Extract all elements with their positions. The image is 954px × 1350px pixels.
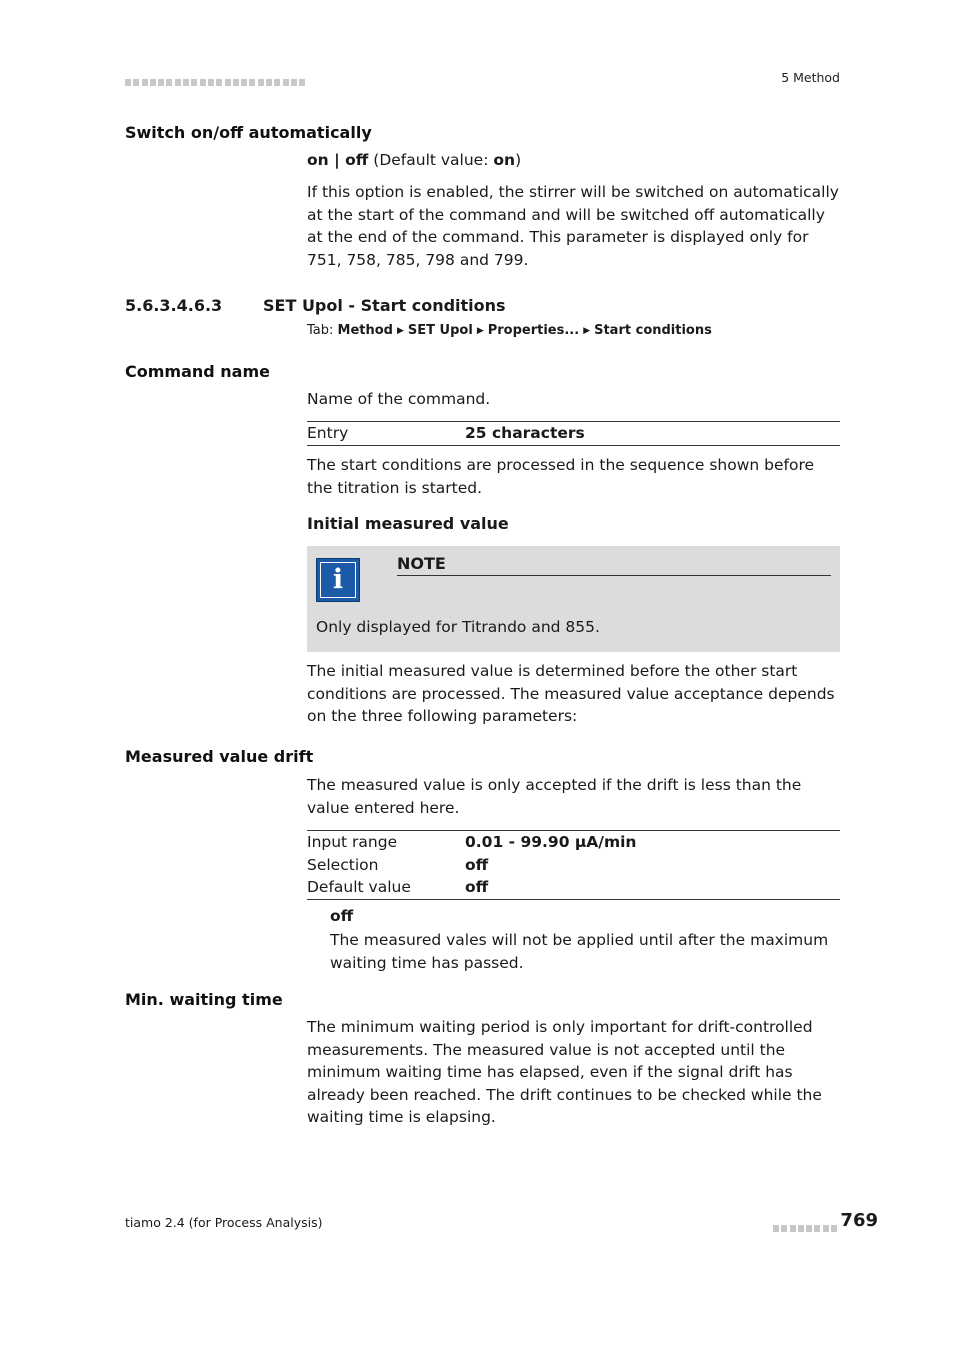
switch-heading: Switch on/off automatically [125,123,372,142]
row-key: Input range [307,833,398,851]
table-row [307,854,840,877]
drift-description: The measured value is only accepted if the drift is less than the value entered here. [307,776,802,817]
footer-decoration [773,1218,843,1226]
header-decoration [125,72,308,80]
info-icon: i [316,558,360,602]
note-title: NOTE [397,554,831,576]
initial-value-description: The initial measured value is determined before the other start conditions are processed. The measured value acceptance depends on the three following parameters: [307,662,835,725]
tab-path-start-conditions: Start conditions [594,323,712,338]
command-name-table [307,421,840,446]
drift-table [307,830,840,900]
row-key: Selection [307,855,379,874]
page-number: 769 [840,1210,878,1231]
row-key: Entry [307,424,349,442]
switch-options-line [307,149,840,172]
option-off-description: The measured vales will not be applied until after the maximum waiting time has passed. [330,931,829,972]
command-name-description: Name of the command. [307,390,491,408]
section-number: 5.6.3.4.6.3 [125,296,223,315]
note-text: Only displayed for Titrando and 855. [316,618,600,636]
row-value: off [465,855,489,874]
section-title: SET Upol - Start conditions [263,296,506,315]
triangle-right-icon: ▶ [583,326,591,336]
table-row [307,422,840,445]
initial-value-heading: Initial measured value [307,514,509,533]
chapter-header: 5 Method [781,70,840,85]
table-row [307,876,840,899]
drift-heading: Measured value drift [125,747,314,766]
tab-path-command: SET Upol [407,323,473,338]
option-off-name: off [330,907,354,925]
min-wait-description: The minimum waiting period is only important for drift-controlled measurements. The measured value is not accepted until the minimum waiting time has elapsed, even if the signal drift has already been reached. The drift continues to be checked while the waiting time is elapsing. [307,1018,822,1126]
row-value: 0.01 - 99.90 µA/min [465,833,637,851]
min-wait-heading: Min. waiting time [125,990,283,1009]
switch-description: If this option is enabled, the stirrer will be switched on automatically at the start of the command and will be switched off automatically at the end of the command. This parameter is displayed only for 751, 758, 785, 798 and 799. [307,183,839,269]
default-value: on [493,151,516,169]
default-suffix: ) [515,151,522,169]
row-key: Default value [307,878,411,896]
triangle-right-icon: ▶ [397,326,404,336]
start-conditions-text: The start conditions are processed in the sequence shown before the titration is started. [307,456,815,497]
note-box [307,546,840,652]
default-prefix: (Default value: [368,151,494,169]
footer-product: tiamo 2.4 (for Process Analysis) [125,1215,323,1230]
tab-label: Tab: [307,323,338,338]
row-value: 25 characters [465,424,585,442]
tab-path-method: Method [337,323,393,338]
switch-options: on | off [307,151,369,169]
row-value: off [465,878,489,896]
command-name-heading: Command name [125,362,270,381]
table-row [307,831,840,854]
triangle-right-icon: ▶ [476,326,484,336]
tab-path-properties: Properties... [487,323,580,338]
tab-breadcrumb [307,323,712,338]
